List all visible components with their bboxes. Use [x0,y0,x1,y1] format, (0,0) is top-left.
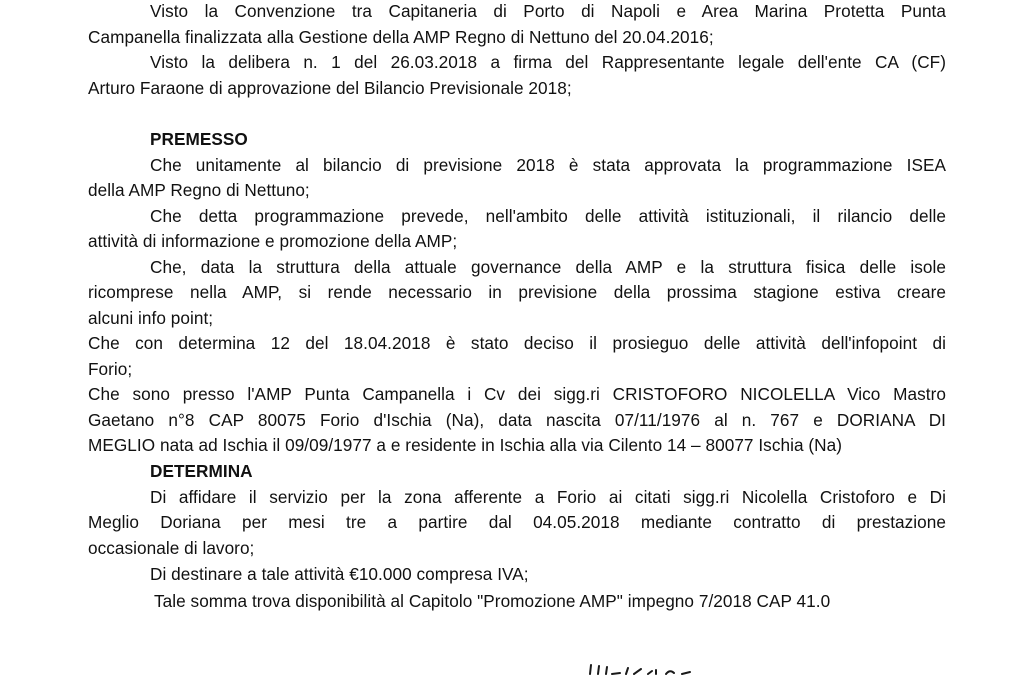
text-line: attività di informazione e promozione della AMP; [88,231,458,251]
text-line: Meglio Doriana per mesi tre a partire dal 04.05.2018 mediante contratto di prestazione [88,512,946,532]
text-line: Tale somma trova disponibilità al Capitolo "Promozione AMP" impegno 7/2018 CAP 41.0 [154,591,831,611]
text-line: Di affidare il servizio per la zona afferente a Forio ai citati sigg.ri Nicolella Cristoforo e Di [150,487,946,507]
text-line: Che, data la struttura della attuale governance della AMP e la struttura fisica delle isole [150,257,946,277]
text-line: Forio; [88,359,133,379]
handwritten-signature [586,661,736,675]
text-line: della AMP Regno di Nettuno; [88,180,310,200]
section-heading-premesso: PREMESSO [150,129,248,149]
section-heading-determina: DETERMINA [150,461,253,481]
text-line: MEGLIO nata ad Ischia il 09/09/1977 a e residente in Ischia alla via Cilento 14 – 80077 Ischia (Na) [88,435,842,455]
text-line: Campanella finalizzata alla Gestione della AMP Regno di Nettuno del 20.04.2016; [88,27,714,47]
text-line: Visto la Convenzione tra Capitaneria di Porto di Napoli e Area Marina Protetta Punta [150,1,946,21]
text-line: Arturo Faraone di approvazione del Bilancio Previsionale 2018; [88,78,572,98]
text-line: Che sono presso l'AMP Punta Campanella i Cv dei sigg.ri CRISTOFORO NICOLELLA Vico Mastro [88,384,946,404]
text-line: ricomprese nella AMP, si rende necessario in previsione della prossima stagione estiva creare [88,282,946,302]
text-line: Visto la delibera n. 1 del 26.03.2018 a firma del Rappresentante legale dell'ente CA (CF) [150,52,946,72]
text-line: Gaetano n°8 CAP 80075 Forio d'Ischia (Na), data nascita 07/11/1976 al n. 767 e DORIANA DI [88,410,946,430]
text-line: Di destinare a tale attività €10.000 compresa IVA; [150,564,529,584]
text-line: Che con determina 12 del 18.04.2018 è stato deciso il prosieguo delle attività dell'infopoint di [88,333,946,353]
text-line: alcuni info point; [88,308,214,328]
text-line: Che unitamente al bilancio di previsione 2018 è stata approvata la programmazione ISEA [150,155,946,175]
text-line: occasionale di lavoro; [88,538,255,558]
text-line: Che detta programmazione prevede, nell'ambito delle attività istituzionali, il rilancio delle [150,206,946,226]
